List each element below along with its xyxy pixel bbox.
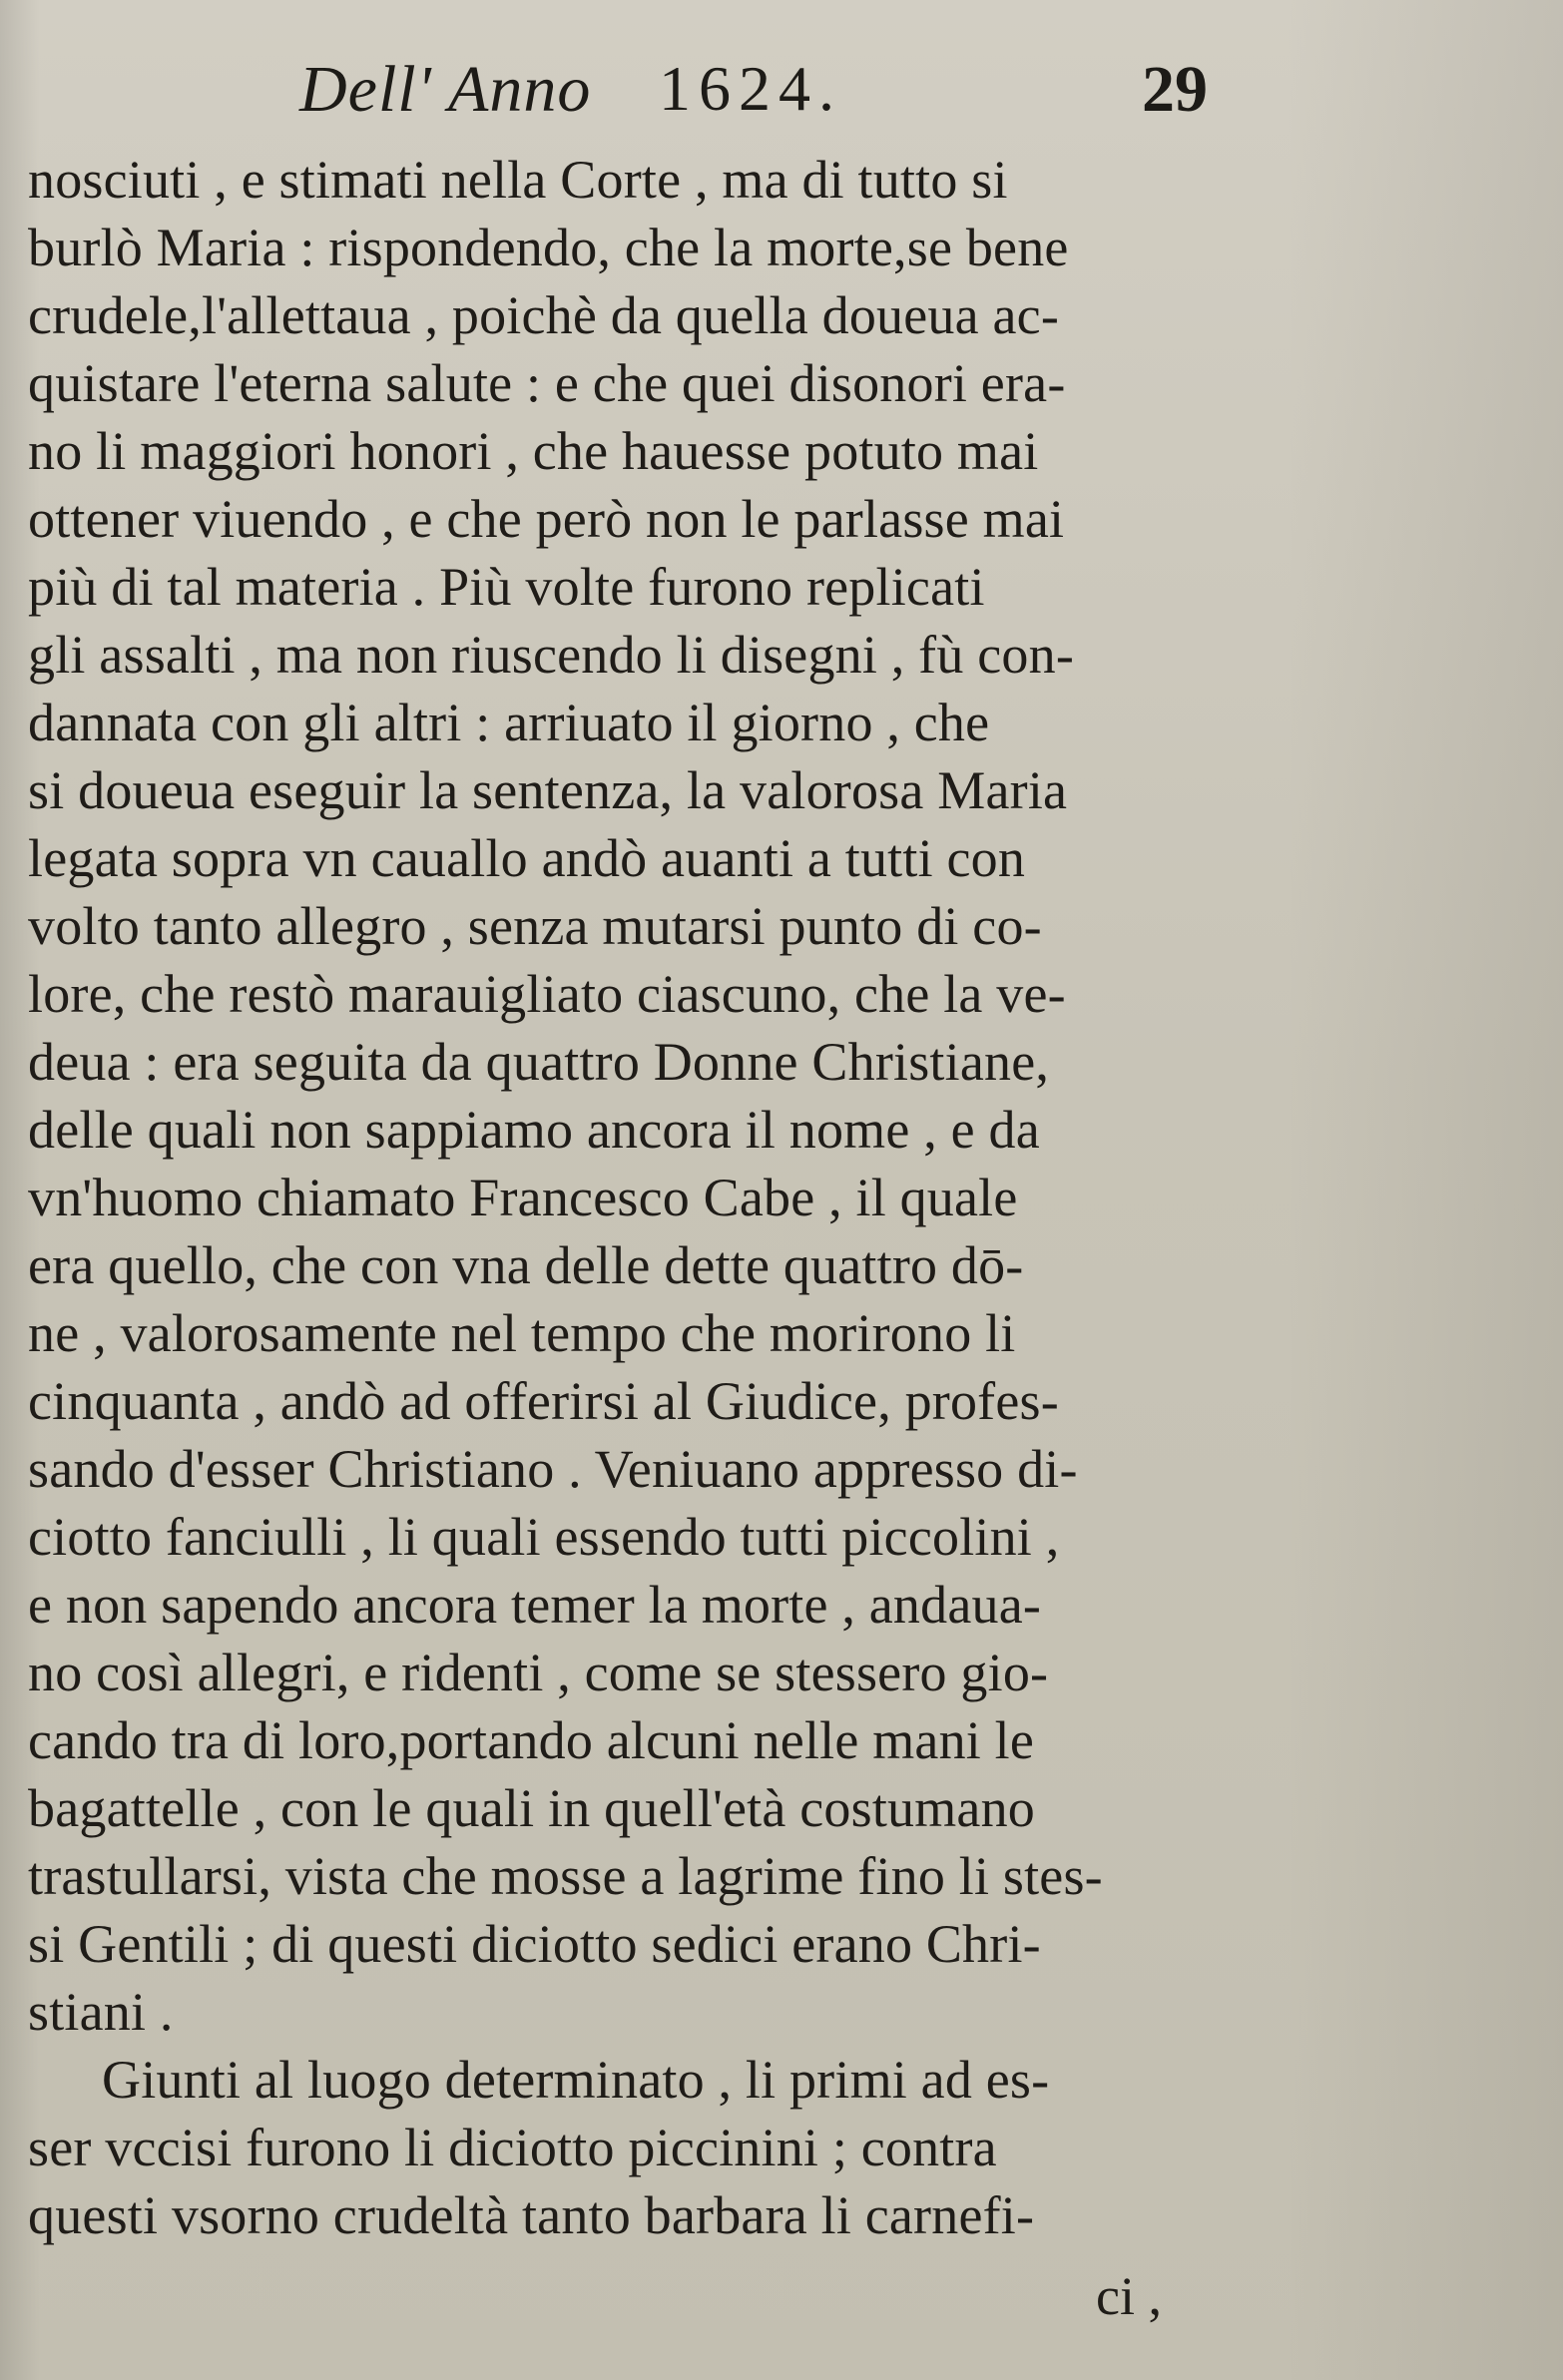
text-line: cando tra di loro,portando alcuni nelle mani le [28, 1710, 1035, 1770]
text-line: ottener viuendo , e che però non le parlasse mai [28, 489, 1065, 549]
text-line: no li maggiori honori , che hauesse potuto mai [28, 421, 1039, 481]
text-line: ciotto fanciulli , li quali essendo tutti piccolini , [28, 1507, 1060, 1567]
text-line: si Gentili ; di questi diciotto sedici erano Chri- [28, 1914, 1041, 1974]
text-line: bagattelle , con le quali in quell'età costumano [28, 1778, 1035, 1838]
text-line: stiani . [28, 1982, 174, 2042]
text-line: dannata con gli altri : arriuato il giorno , che [28, 693, 990, 752]
text-line: e non sapendo ancora temer la morte , andaua- [28, 1575, 1042, 1635]
text-line: più di tal materia . Più volte furono replicati [28, 557, 985, 617]
text-line: quistare l'eterna salute : e che quei disonori era- [28, 353, 1066, 413]
body-text [28, 146, 1236, 2249]
text-line: trastullarsi, vista che mosse a lagrime fino li stes- [28, 1846, 1103, 1906]
text-line: nosciuti , e stimati nella Corte , ma di tutto si [28, 150, 1008, 210]
text-line: cinquanta , andò ad offerirsi al Giudice, profes- [28, 1371, 1059, 1431]
text-line: ne , valorosamente nel tempo che morirono li [28, 1303, 1016, 1363]
text-line: sando d'esser Christiano . Veniuano appresso di- [28, 1439, 1078, 1499]
page-number: 29 [1142, 53, 1208, 126]
running-head-title: Dell' Anno [299, 53, 592, 126]
text-line: delle quali non sappiamo ancora il nome , e da [28, 1100, 1040, 1160]
text-line: lore, che restò marauigliato ciascuno, che la ve- [28, 964, 1066, 1024]
text-line: si doueua eseguir la sentenza, la valorosa Maria [28, 760, 1068, 820]
text-line: deua : era seguita da quattro Donne Christiane, [28, 1032, 1050, 1092]
running-head [299, 52, 1208, 142]
text-line: legata sopra vn cauallo andò auanti a tutti con [28, 828, 1026, 888]
text-line: no così allegri, e ridenti , come se stessero gio- [28, 1643, 1049, 1702]
text-line: burlò Maria : rispondendo, che la morte,se bene [28, 218, 1069, 277]
paragraph-2-line: Giunti al luogo determinato , li primi ad es- [102, 2050, 1050, 2110]
paragraph-2-line: ser vccisi furono li diciotto piccinini ; contra [28, 2118, 997, 2177]
text-line: era quello, che con vna delle dette quattro dō- [28, 1235, 1024, 1295]
text-line: gli assalti , ma non riuscendo li disegni , fù con- [28, 625, 1075, 685]
text-line: vn'huomo chiamato Francesco Cabe , il quale [28, 1168, 1018, 1227]
running-head-year: 1624. [659, 53, 842, 124]
catchword: ci , [1096, 2266, 1162, 2326]
paragraph-2-line: questi vsorno crudeltà tanto barbara li carnefi- [28, 2185, 1035, 2245]
text-line: crudele,l'allettaua , poichè da quella doueua ac- [28, 285, 1060, 345]
text-line: volto tanto allegro , senza mutarsi punto di co- [28, 896, 1042, 956]
